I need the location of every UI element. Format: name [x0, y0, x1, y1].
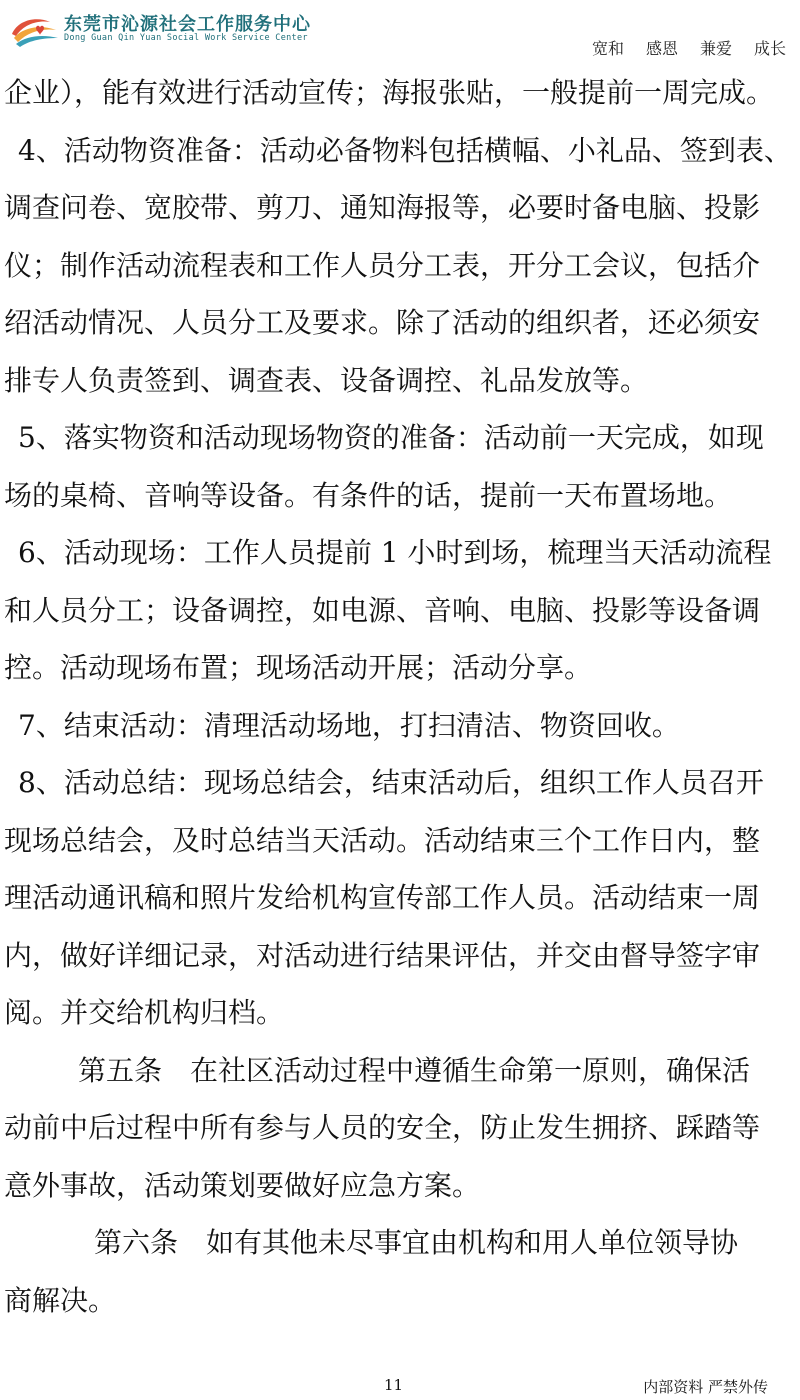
motto-word: 成长: [753, 39, 786, 58]
confidentiality-note: 内部资料 严禁外传: [643, 1378, 768, 1396]
text-line: 意外事故，活动策划要做好应急方案。: [4, 1168, 481, 1202]
text-line: 企业），能有效进行活动宣传；海报张贴，一般提前一周完成。: [4, 76, 775, 109]
motto-word: 感恩: [645, 39, 678, 58]
text-line: 内，做好详细记录，对活动进行结果评估，并交由督导签字审: [4, 938, 761, 972]
motto-word: 兼爱: [699, 39, 732, 58]
text-line: 阅。并交给机构归档。: [4, 996, 285, 1029]
organization-name-cn: 东莞市沁源社会工作服务中心: [64, 14, 311, 35]
text-line: 第六条 如有其他未尽事宜由机构和用人单位领导协: [94, 1226, 739, 1259]
motto-word: 宽和: [591, 39, 624, 58]
page-footer: [0, 1372, 800, 1400]
motto: [592, 36, 786, 59]
text-line: 绍活动情况、人员分工及要求。除了活动的组织者，还必须安: [4, 306, 761, 339]
page-header: [0, 0, 800, 62]
text-line: 商解决。: [4, 1283, 117, 1317]
organization-name-en: Dong Guan Qin Yuan Social Work Service Center: [64, 33, 308, 43]
text-line: 和人员分工；设备调控，如电源、音响、电脑、投影等设备调: [4, 593, 761, 627]
text-line: 调查问卷、宽胶带、剪刀、通知海报等，必要时备电脑、投影: [4, 191, 761, 224]
text-line: 4、活动物资准备：活动必备物料包括横幅、小礼品、签到表、: [18, 133, 792, 167]
text-line: 排专人负责签到、调查表、设备调控、礼品发放等。: [4, 363, 649, 397]
text-line: 理活动通讯稿和照片发给机构宣传部工作人员。活动结束一周: [4, 881, 761, 914]
text-line: 控。活动现场布置；现场活动开展；活动分享。: [4, 651, 593, 684]
text-line: 5、落实物资和活动现场物资的准备：活动前一天完成，如现: [18, 421, 764, 454]
text-line: 6、活动现场：工作人员提前 1 小时到场，梳理当天活动流程: [18, 536, 772, 569]
text-line: 场的桌椅、音响等设备。有条件的话，提前一天布置场地。: [4, 478, 733, 512]
organization-logo-icon: [10, 14, 60, 48]
text-line: 现场总结会，及时总结当天活动。活动结束三个工作日内，整: [4, 823, 761, 857]
text-line: 动前中后过程中所有参与人员的安全，防止发生拥挤、踩踏等: [4, 1111, 761, 1144]
document-body: [4, 64, 792, 1329]
text-line: 8、活动总结：现场总结会，结束活动后，组织工作人员召开: [18, 766, 764, 799]
page-number: 11: [384, 1376, 404, 1394]
text-line: 7、结束活动：清理活动场地，打扫清洁、物资回收。: [18, 708, 680, 742]
text-line: 仪；制作活动流程表和工作人员分工表，开分工会议，包括介: [4, 248, 761, 282]
text-line: 第五条 在社区活动过程中遵循生命第一原则，确保活: [78, 1053, 751, 1087]
